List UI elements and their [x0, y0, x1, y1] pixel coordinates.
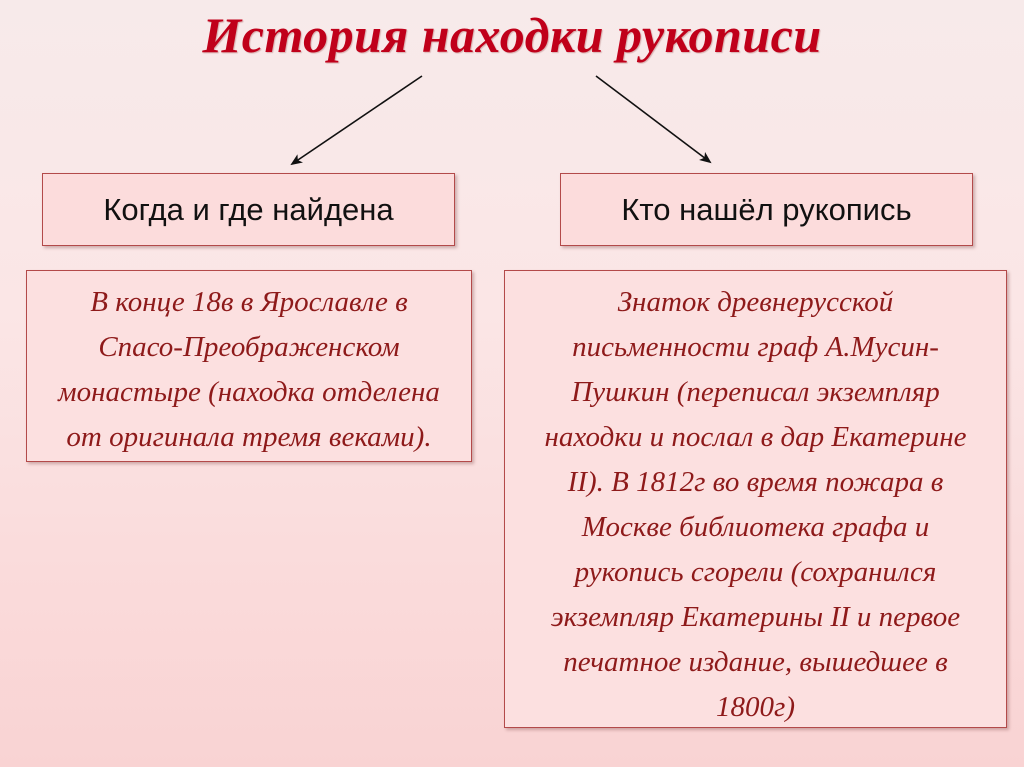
- text-line: Москве библиотека графа и: [581, 511, 930, 543]
- who-found-heading-box: [560, 173, 973, 246]
- text-line: 1800г): [716, 691, 795, 723]
- text-line: В конце 18в в Ярославле в: [90, 286, 408, 318]
- text-line: Пушкин (переписал экземпляр: [571, 376, 940, 408]
- who-found-text-box: [504, 270, 1007, 728]
- who-found-heading: Кто нашёл рукопись: [621, 191, 912, 227]
- text-line: Спасо-Преображенском: [98, 331, 400, 363]
- text-line: Знаток древнерусской: [617, 286, 894, 318]
- when-where-heading: Когда и где найдена: [103, 191, 394, 227]
- when-where-heading-box: [42, 173, 455, 246]
- when-where-text-box: [26, 270, 472, 462]
- text-line: рукопись сгорели (сохранился: [574, 556, 937, 588]
- page-title: История находки рукописи: [202, 7, 822, 63]
- text-line: письменности граф А.Мусин-: [572, 331, 939, 363]
- text-line: от оригинала тремя веками).: [66, 421, 432, 453]
- text-line: печатное издание, вышедшее в: [563, 646, 948, 678]
- arrow-left: [292, 76, 422, 164]
- text-line: II). В 1812г во время пожара в: [567, 466, 944, 498]
- text-line: находки и послал в дар Екатерине: [544, 421, 967, 453]
- text-line: экземпляр Екатерины II и первое: [550, 601, 961, 633]
- text-line: монастыре (находка отделена: [58, 376, 440, 408]
- arrow-right: [596, 76, 710, 162]
